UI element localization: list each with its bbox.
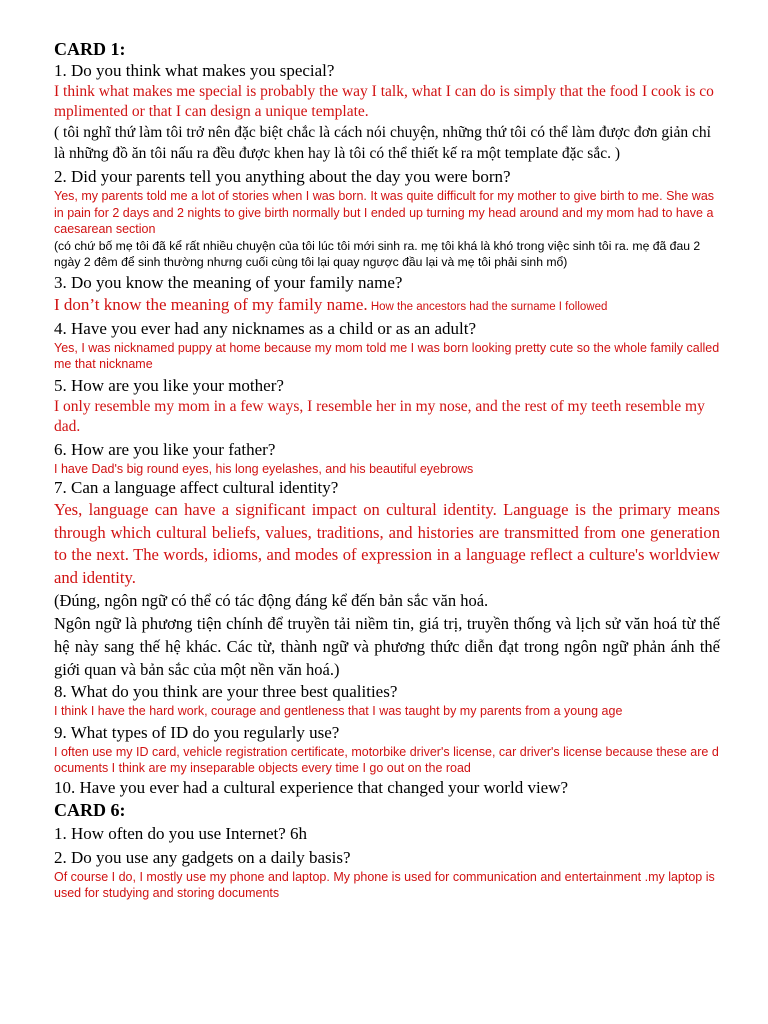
card-1-answer-1: I think what makes me special is probably the way I talk, what I can do is simply that the food I cook is complimented or that I can design a unique template.	[54, 83, 714, 120]
card-1-question-4: 4. Have you ever had any nicknames as a child or as an adult?	[54, 318, 477, 338]
card-1-translation-2: (có chứ bố mẹ tôi đã kể rất nhiều chuyện của tôi lúc tôi mới sinh ra. mẹ tôi khá là khó trong việc sinh tôi ra. mẹ đã đau 2 ngày 2 đêm để sinh thường nhưng cuối cùng tôi lại quay ngược đầu lại và mẹ tôi phải sinh mổ)	[54, 238, 701, 269]
card-1-answer-7: Yes, language can have a significant impact on cultural identity. Language is the primary means through which cultural beliefs, values, traditions, and histories are transmitted from one generation to the next. The words, idioms, and modes of expression in a language reflect a culture's worldview and identity.	[54, 500, 720, 587]
card-1-translation-7b: Ngôn ngữ là phương tiện chính để truyền tải niềm tin, giá trị, truyền thống và lịch sử văn hoá từ thế hệ này sang thế hệ khác. Các từ, thành ngữ và phương thức diễn đạt trong ngôn ngữ phản ánh thế giới quan và bản sắc của một nền văn hoá.)	[54, 614, 720, 679]
card-1-translation-1: ( tôi nghĩ thứ làm tôi trở nên đặc biệt chắc là cách nói chuyện, những thứ tôi có thể làm được đơn giản chỉ là những đồ ăn tôi nấu ra đều được khen hay là tôi có thể thiết kế ra một template đặc sắc. )	[54, 124, 711, 162]
card-1-answer-5: I only resemble my mom in a few ways, I resemble her in my nose, and the rest of my teeth resemble my dad.	[54, 397, 705, 435]
card-1-question-7: 7. Can a language affect cultural identity?	[54, 478, 339, 497]
card-1-answer-3-main: I don’t know the meaning of my family name.	[54, 294, 368, 314]
card-6-question-1: 1. How often do you use Internet? 6h	[54, 823, 308, 843]
card-1-translation-7a: (Đúng, ngôn ngữ có thể có tác động đáng kể đến bản sắc văn hoá.	[54, 591, 489, 610]
card-6-title: CARD 6:	[54, 799, 126, 820]
card-1-question-9: 9. What types of ID do you regularly use?	[54, 722, 340, 742]
card-1-question-6: 6. How are you like your father?	[54, 439, 276, 459]
card-1-answer-2: Yes, my parents told me a lot of stories when I was born. It was quite difficult for my mother to give birth to me. She was in pain for 2 days and 2 nights to give birth normally but I ended up turning my head around and my mom had to have a caesarean section	[54, 189, 715, 236]
card-1-question-2: 2. Did your parents tell you anything about the day you were born?	[54, 167, 511, 186]
card-1-question-5: 5. How are you like your mother?	[54, 375, 284, 395]
card-1-question-8: 8. What do you think are your three best qualities?	[54, 682, 398, 701]
card-1-question-3: 3. Do you know the meaning of your family name?	[54, 272, 403, 292]
document-content	[54, 38, 720, 902]
card-6-question-2: 2. Do you use any gadgets on a daily basis?	[54, 847, 351, 867]
card-1-question-1: 1. Do you think what makes you special?	[54, 61, 335, 80]
card-1-answer-3-note: How the ancestors had the surname I followed	[367, 300, 608, 313]
card-6-answer-2: Of course I do, I mostly use my phone and laptop. My phone is used for communication and entertainment .my laptop is used for studying and storing documents	[54, 869, 715, 900]
card-1-title: CARD 1:	[54, 39, 126, 59]
card-1-answer-8: I think I have the hard work, courage and gentleness that I was taught by my parents from a young age	[54, 704, 623, 718]
card-1-answer-4: Yes, I was nicknamed puppy at home because my mom told me I was born looking pretty cute so the whole family called me that nickname	[54, 340, 720, 371]
card-1-answer-3	[54, 294, 720, 318]
card-1-answer-9: I often use my ID card, vehicle registration certificate, motorbike driver's license, car driver's license because these are documents I think are my inseparable objects every time I go out on the road	[54, 744, 719, 775]
card-1-answer-6: I have Dad's big round eyes, his long eyelashes, and his beautiful eyebrows	[54, 461, 474, 476]
card-1-question-10: 10. Have you ever had a cultural experience that changed your world view?	[54, 777, 569, 797]
